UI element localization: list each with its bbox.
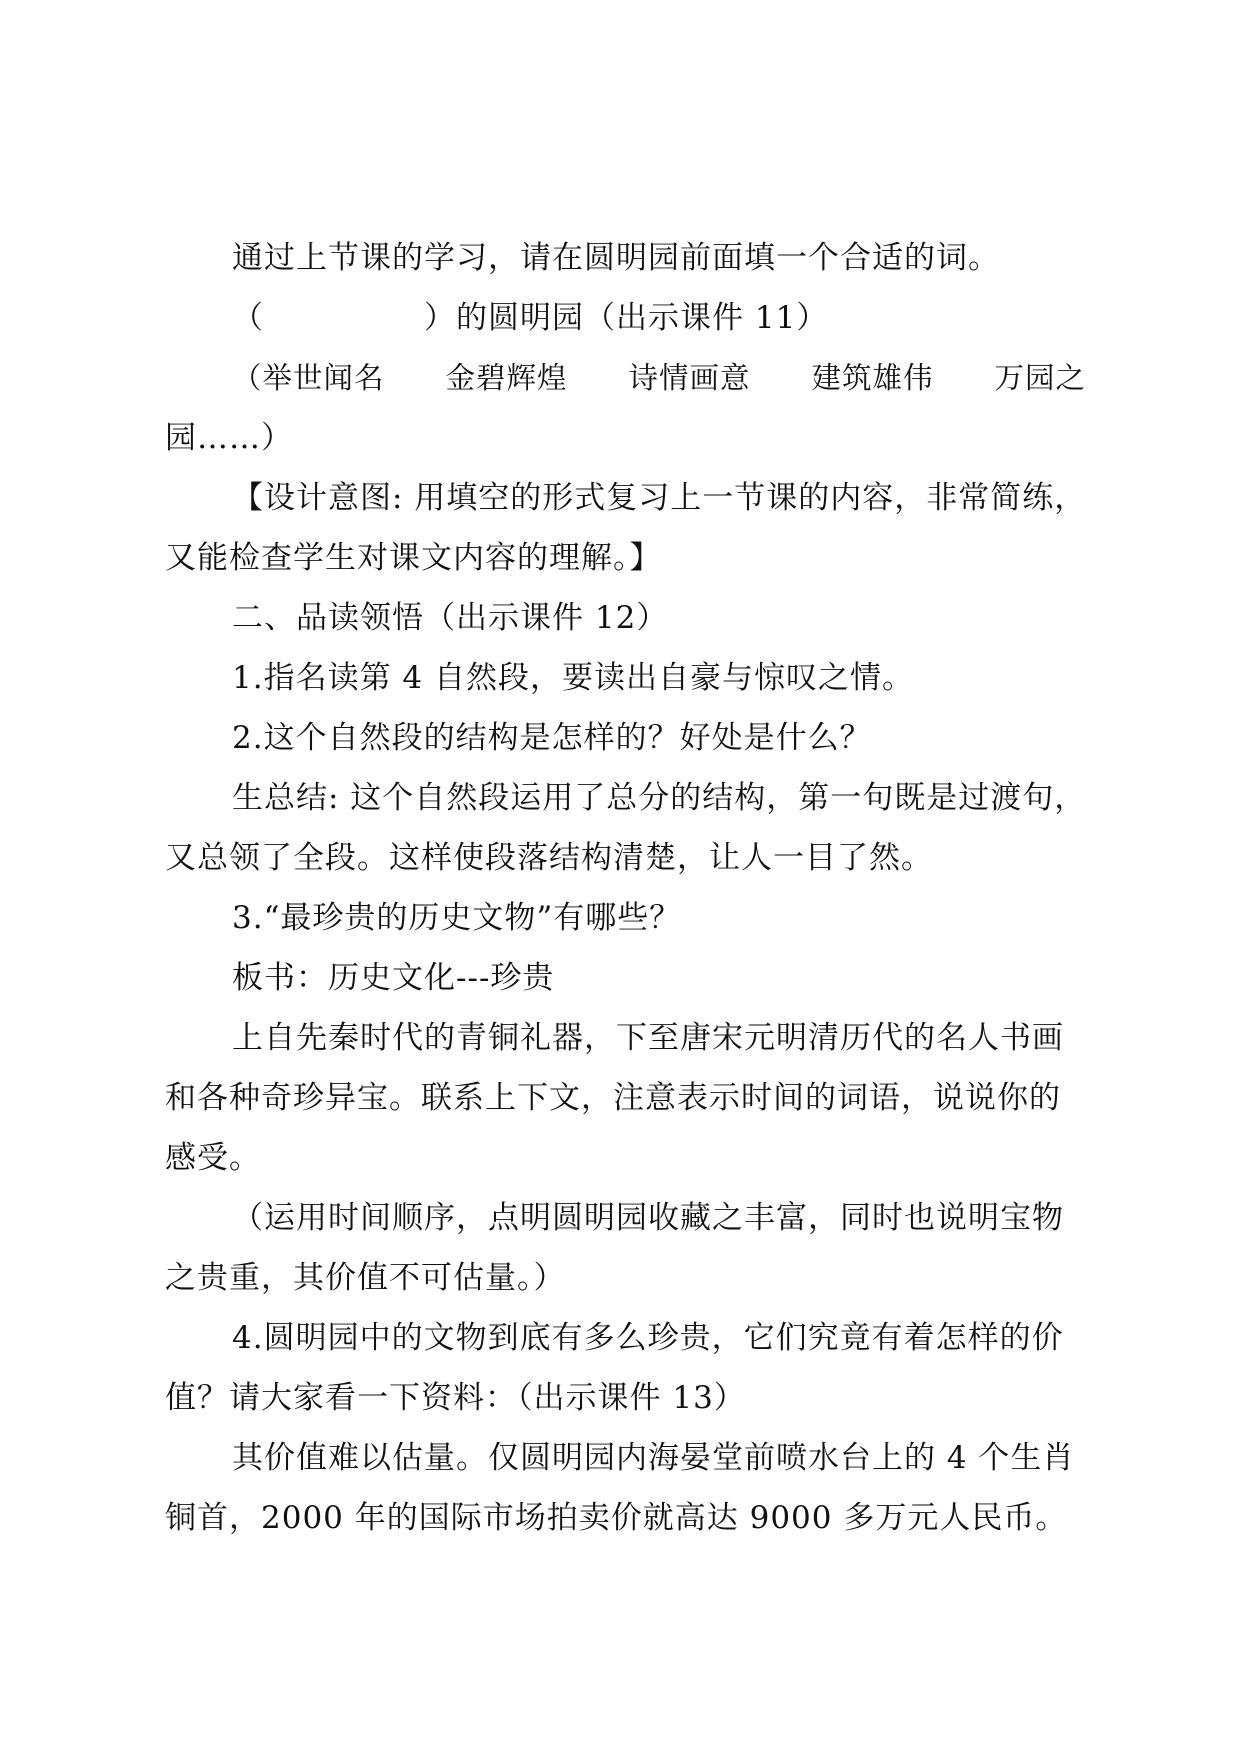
blackboard-line: 板书：历史文化---珍贵 bbox=[232, 960, 555, 996]
design-intent-line-cont: 又能检查学生对课文内容的理解。】 bbox=[165, 540, 662, 576]
list-item-1: 1.指名读第 4 自然段，要读出自豪与惊叹之情。 bbox=[232, 660, 915, 696]
paragraph-line: 其价值难以估量。仅圆明园内海晏堂前喷水台上的 4 个生肖 bbox=[232, 1440, 1075, 1476]
section-heading: 二、品读领悟（出示课件 12） bbox=[232, 600, 669, 636]
list-item-2: 2.这个自然段的结构是怎样的？好处是什么？ bbox=[232, 720, 872, 756]
summary-line-cont: 又总领了全段。这样使段落结构清楚，让人一目了然。 bbox=[165, 840, 933, 876]
fill-blank-line: （ ）的圆明园（出示课件 11） bbox=[232, 300, 829, 336]
word-options-line-cont: 园……） bbox=[165, 420, 293, 456]
paragraph-line: 上自先秦时代的青铜礼器，下至唐宋元明清历代的名人书画 bbox=[232, 1020, 1064, 1056]
list-item-4: 4.圆明园中的文物到底有多么珍贵，它们究竟有着怎样的价 bbox=[232, 1320, 1064, 1356]
note-line-cont: 之贵重，其价值不可估量。） bbox=[165, 1260, 566, 1296]
paragraph-line-cont: 感受。 bbox=[165, 1140, 261, 1176]
word-options-line: （举世闻名 金碧辉煌 诗情画意 建筑雄伟 万园之 bbox=[232, 361, 1087, 395]
summary-line: 生总结: 这个自然段运用了总分的结构，第一句既是过渡句， bbox=[232, 780, 1087, 816]
paragraph-line-cont: 铜首，2000 年的国际市场拍卖价就高达 9000 多万元人民币。 bbox=[165, 1500, 1068, 1536]
document-body bbox=[165, 228, 1095, 1548]
list-item-3: 3.“最珍贵的历史文物”有哪些？ bbox=[232, 900, 682, 936]
paragraph-line: 通过上节课的学习，请在圆明园前面填一个合适的词。 bbox=[232, 240, 1000, 276]
list-item-4-cont: 值？请大家看一下资料：（出示课件 13） bbox=[165, 1380, 746, 1416]
design-intent-line: 【设计意图: 用填空的形式复习上一节课的内容，非常简练， bbox=[232, 480, 1087, 516]
paragraph-line-cont: 和各种奇珍异宝。联系上下文，注意表示时间的词语，说说你的 bbox=[165, 1080, 1061, 1116]
note-line: （运用时间顺序，点明圆明园收藏之丰富，同时也说明宝物 bbox=[232, 1200, 1064, 1236]
